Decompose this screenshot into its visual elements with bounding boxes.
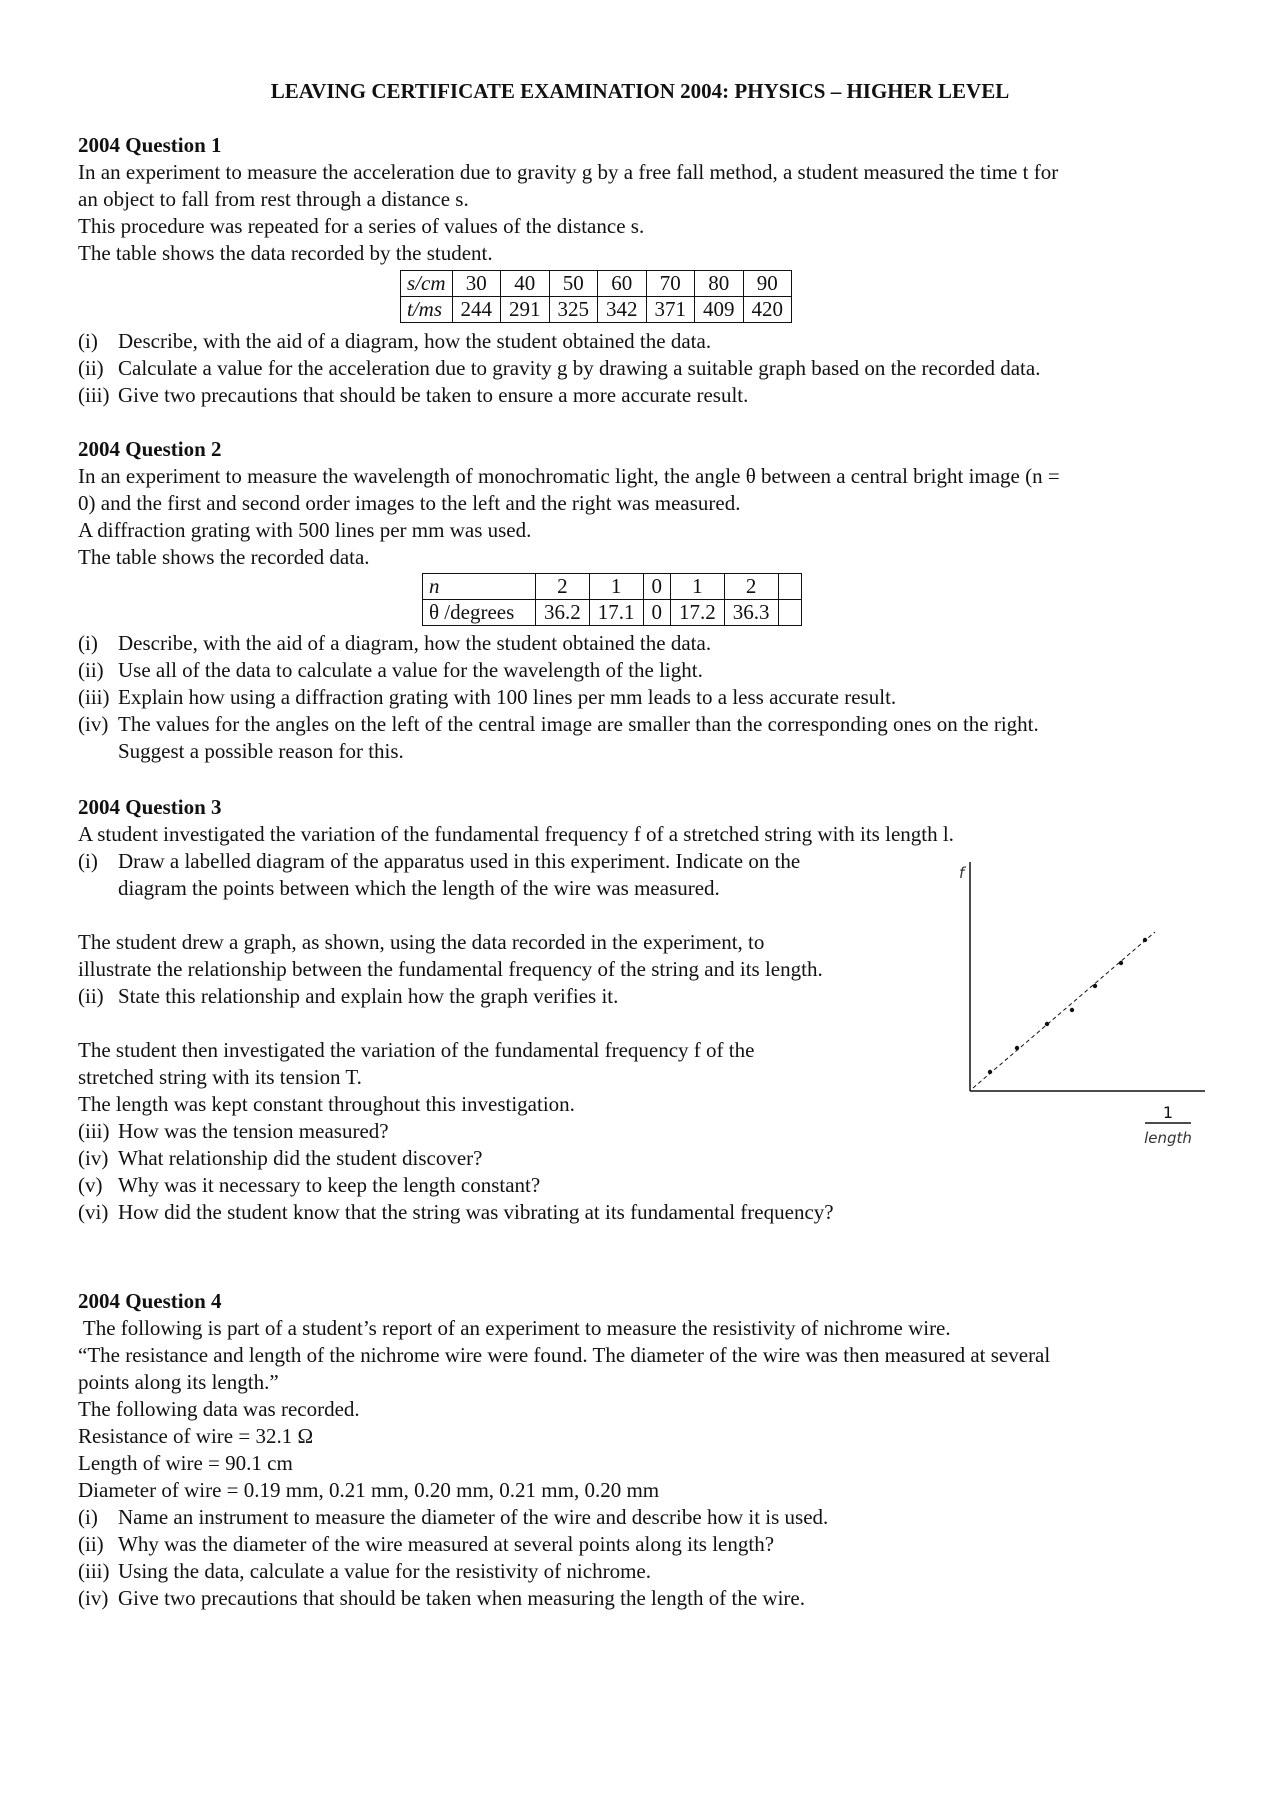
table-cell: 17.2 xyxy=(671,600,725,626)
part-number: (iv) xyxy=(78,1586,109,1610)
table-cell: 325 xyxy=(549,297,598,323)
part-number: (i) xyxy=(78,1505,98,1529)
question-text: points along its length.” xyxy=(78,1370,279,1394)
part-number: (iv) xyxy=(78,712,109,736)
frequency-length-graph xyxy=(955,860,1215,1150)
part-number: (iii) xyxy=(78,1559,110,1583)
question-text: The following data was recorded. xyxy=(78,1397,360,1421)
table-cell: θ /degrees xyxy=(423,600,536,626)
part-text-continued: Suggest a possible reason for this. xyxy=(118,739,404,763)
list-item xyxy=(78,630,1208,657)
y-axis-label: f xyxy=(959,864,965,882)
list-item xyxy=(78,1172,1208,1199)
table-cell: 2 xyxy=(724,574,778,600)
part-text: State this relationship and explain how the graph verifies it. xyxy=(118,984,619,1008)
list-item xyxy=(78,382,1208,409)
table-cell: n xyxy=(423,574,536,600)
question-text: an object to fall from rest through a distance s. xyxy=(78,187,469,211)
part-number: (iv) xyxy=(78,1146,109,1170)
question-1-parts xyxy=(78,328,1208,409)
part-text: How did the student know that the string was vibrating at its fundamental frequency? xyxy=(118,1200,834,1224)
part-number: (i) xyxy=(78,849,98,873)
table-row xyxy=(401,271,792,297)
list-item xyxy=(78,355,1208,382)
data-line: Resistance of wire = 32.1 Ω xyxy=(78,1424,314,1448)
question-text: The student drew a graph, as shown, using the data recorded in the experiment, to xyxy=(78,930,765,954)
list-item xyxy=(78,1585,1208,1612)
part-number: (iii) xyxy=(78,1119,110,1143)
data-point xyxy=(1070,1008,1074,1012)
question-text: The following is part of a student’s report of an experiment to measure the resistivity of nichrome wire. xyxy=(78,1316,951,1340)
data-point xyxy=(988,1070,992,1074)
part-text: What relationship did the student discover? xyxy=(118,1146,483,1170)
table-cell: 420 xyxy=(743,297,792,323)
table-cell: 1 xyxy=(671,574,725,600)
part-text: Describe, with the aid of a diagram, how the student obtained the data. xyxy=(118,631,712,655)
data-point xyxy=(1119,961,1123,965)
question-text: illustrate the relationship between the fundamental frequency of the string and its length. xyxy=(78,957,823,981)
question-text: The student then investigated the variation of the fundamental frequency f of the xyxy=(78,1038,755,1062)
list-item xyxy=(78,711,1208,765)
list-item xyxy=(78,684,1208,711)
part-number: (vi) xyxy=(78,1200,109,1224)
question-text: stretched string with its tension T. xyxy=(78,1065,362,1089)
part-text: Calculate a value for the acceleration due to gravity g by drawing a suitable graph based on the recorded data. xyxy=(118,356,1041,380)
table-cell: 30 xyxy=(452,271,501,297)
q1-data-table xyxy=(400,270,792,323)
table-cell: 50 xyxy=(549,271,598,297)
table-cell: t/ms xyxy=(401,297,453,323)
part-text: Name an instrument to measure the diameter of the wire and describe how it is used. xyxy=(118,1505,829,1529)
table-cell: 80 xyxy=(695,271,744,297)
data-point xyxy=(1143,938,1147,942)
table-cell: 409 xyxy=(695,297,744,323)
table-cell: 36.2 xyxy=(536,600,590,626)
question-heading: 2004 Question 3 xyxy=(78,795,222,819)
part-number: (v) xyxy=(78,1173,103,1197)
table-cell: 0 xyxy=(643,574,671,600)
part-number: (ii) xyxy=(78,658,104,682)
question-heading: 2004 Question 2 xyxy=(78,437,222,461)
part-text: Why was it necessary to keep the length constant? xyxy=(118,1173,541,1197)
table-cell: 17.1 xyxy=(589,600,643,626)
question-text: In an experiment to measure the wavelength of monochromatic light, the angle θ between a central bright image (n = xyxy=(78,464,1060,488)
question-heading: 2004 Question 4 xyxy=(78,1289,222,1313)
table-cell xyxy=(778,600,801,626)
table-cell: 342 xyxy=(598,297,647,323)
part-number: (ii) xyxy=(78,356,104,380)
table-cell: 291 xyxy=(501,297,550,323)
part-text: Use all of the data to calculate a value for the wavelength of the light. xyxy=(118,658,703,682)
table-cell: 371 xyxy=(646,297,695,323)
table-row xyxy=(423,600,802,626)
list-item xyxy=(78,1531,1208,1558)
question-text: In an experiment to measure the acceleration due to gravity g by a free fall method, a student measured the time t for xyxy=(78,160,1059,184)
data-point xyxy=(1045,1022,1049,1026)
part-text: Using the data, calculate a value for the resistivity of nichrome. xyxy=(118,1559,651,1583)
part-text-continued: diagram the points between which the length of the wire was measured. xyxy=(118,876,720,900)
question-1 xyxy=(78,132,1208,267)
list-item xyxy=(78,1199,1208,1226)
table-cell: 1 xyxy=(589,574,643,600)
part-text: Describe, with the aid of a diagram, how the student obtained the data. xyxy=(118,329,712,353)
question-4 xyxy=(78,1288,1208,1612)
part-text: Give two precautions that should be taken when measuring the length of the wire. xyxy=(118,1586,805,1610)
data-point xyxy=(1015,1046,1019,1050)
list-item xyxy=(78,1504,1208,1531)
question-text: “The resistance and length of the nichrome wire were found. The diameter of the wire was then measured at several xyxy=(78,1343,1051,1367)
question-text: The length was kept constant throughout this investigation. xyxy=(78,1092,575,1116)
data-line: Diameter of wire = 0.19 mm, 0.21 mm, 0.20 mm, 0.21 mm, 0.20 mm xyxy=(78,1478,660,1502)
question-text: This procedure was repeated for a series of values of the distance s. xyxy=(78,214,645,238)
question-text: The table shows the recorded data. xyxy=(78,545,370,569)
table-cell: s/cm xyxy=(401,271,453,297)
data-point xyxy=(1093,984,1097,988)
part-text: How was the tension measured? xyxy=(118,1119,389,1143)
part-text: Why was the diameter of the wire measured at several points along its length? xyxy=(118,1532,775,1556)
question-text: 0) and the first and second order images to the left and the right was measured. xyxy=(78,491,741,515)
part-text: Draw a labelled diagram of the apparatus used in this experiment. Indicate on the xyxy=(118,849,801,873)
data-line: Length of wire = 90.1 cm xyxy=(78,1451,293,1475)
table-cell: 0 xyxy=(643,600,671,626)
best-fit-line xyxy=(973,932,1155,1088)
part-number: (ii) xyxy=(78,1532,104,1556)
list-item xyxy=(78,1558,1208,1585)
question-text: A diffraction grating with 500 lines per mm was used. xyxy=(78,518,532,542)
part-number: (iii) xyxy=(78,383,110,407)
part-text: The values for the angles on the left of the central image are smaller than the corresponding ones on the right. xyxy=(118,712,1039,736)
part-number: (ii) xyxy=(78,984,104,1008)
x-axis-label-top: 1 xyxy=(1162,1103,1174,1122)
x-axis-label-bottom: length xyxy=(1144,1129,1192,1147)
question-2-parts xyxy=(78,630,1208,765)
table-cell: 70 xyxy=(646,271,695,297)
table-row xyxy=(423,574,802,600)
table-cell: 60 xyxy=(598,271,647,297)
list-item xyxy=(78,657,1208,684)
question-text: A student investigated the variation of the fundamental frequency f of a stretched string with its length l. xyxy=(78,822,954,846)
question-2 xyxy=(78,436,1208,571)
table-cell: 2 xyxy=(536,574,590,600)
question-heading: 2004 Question 1 xyxy=(78,133,222,157)
list-item xyxy=(78,328,1208,355)
part-number: (iii) xyxy=(78,685,110,709)
table-cell: 40 xyxy=(501,271,550,297)
table-cell: 90 xyxy=(743,271,792,297)
part-text: Explain how using a diffraction grating with 100 lines per mm leads to a less accurate result. xyxy=(118,685,897,709)
question-text: The table shows the data recorded by the student. xyxy=(78,241,493,265)
table-cell: 36.3 xyxy=(724,600,778,626)
table-row xyxy=(401,297,792,323)
part-number: (i) xyxy=(78,631,98,655)
page-title: LEAVING CERTIFICATE EXAMINATION 2004: PHYSICS – HIGHER LEVEL xyxy=(270,79,1010,103)
q2-data-table xyxy=(422,573,802,626)
table-cell xyxy=(778,574,801,600)
table-cell: 244 xyxy=(452,297,501,323)
part-text: Give two precautions that should be taken to ensure a more accurate result. xyxy=(118,383,749,407)
part-number: (i) xyxy=(78,329,98,353)
